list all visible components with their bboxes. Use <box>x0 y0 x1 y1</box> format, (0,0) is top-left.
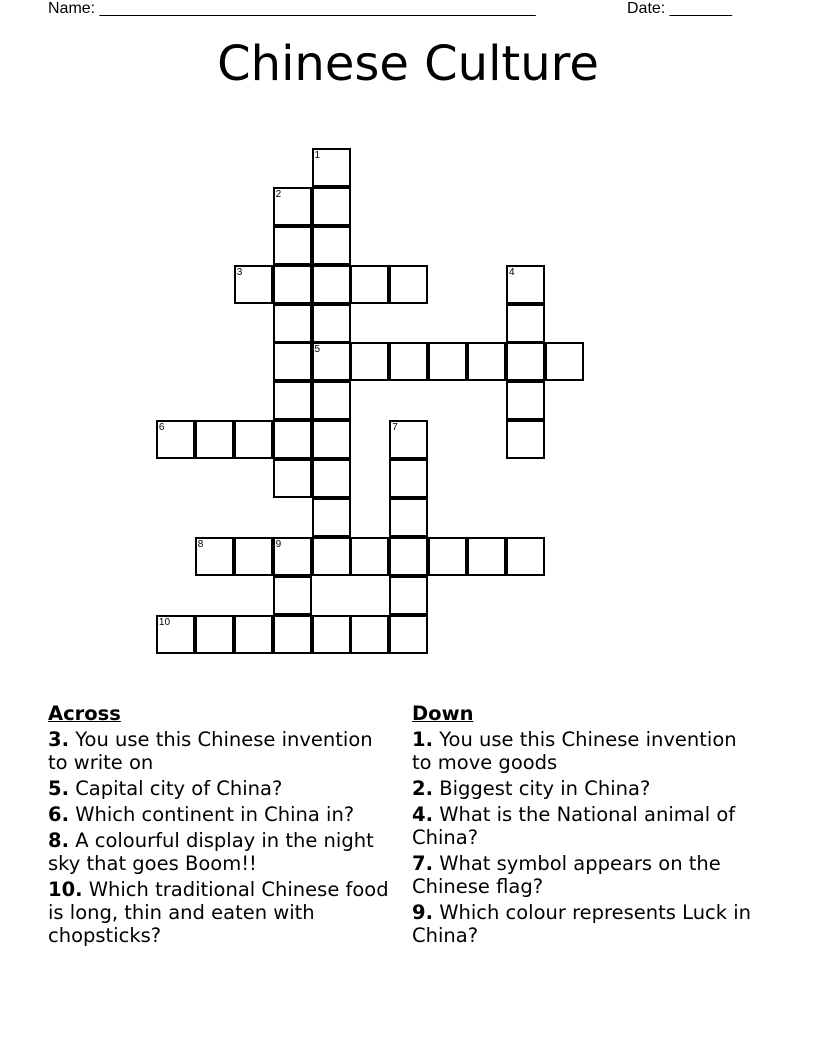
crossword-cell[interactable] <box>506 304 545 343</box>
crossword-cell[interactable] <box>389 615 428 654</box>
crossword-cell[interactable] <box>428 342 467 381</box>
crossword-cell[interactable] <box>506 537 545 576</box>
clue-text: What is the National animal of China? <box>412 803 736 849</box>
crossword-cell[interactable] <box>312 265 351 304</box>
crossword-cell[interactable] <box>312 381 351 420</box>
crossword-cell[interactable] <box>312 498 351 537</box>
cell-number: 2 <box>275 188 282 200</box>
cell-number: 3 <box>236 266 243 278</box>
crossword-cell[interactable] <box>467 342 506 381</box>
cell-number: 10 <box>158 616 171 628</box>
crossword-cell[interactable] <box>195 420 234 459</box>
clue-number: 2. <box>412 777 433 800</box>
crossword-cell[interactable] <box>506 265 545 304</box>
across-clue <box>48 777 398 800</box>
crossword-cell[interactable] <box>234 420 273 459</box>
crossword-cell[interactable] <box>273 615 312 654</box>
across-clue <box>48 803 398 826</box>
crossword-cell[interactable] <box>273 265 312 304</box>
crossword-cell[interactable] <box>273 420 312 459</box>
crossword-cell[interactable] <box>312 304 351 343</box>
crossword-cell[interactable] <box>389 537 428 576</box>
crossword-cell[interactable] <box>350 615 389 654</box>
down-clue <box>412 852 762 898</box>
crossword-cell[interactable] <box>156 615 195 654</box>
page-title: Chinese Culture <box>217 36 599 92</box>
crossword-cell[interactable] <box>312 615 351 654</box>
crossword-cell[interactable] <box>545 342 584 381</box>
clue-number: 7. <box>412 852 433 875</box>
cell-number: 9 <box>275 538 282 550</box>
clue-text: Which continent in China in? <box>75 803 355 826</box>
clue-number: 6. <box>48 803 69 826</box>
crossword-cell[interactable] <box>273 304 312 343</box>
crossword-cell[interactable] <box>312 226 351 265</box>
crossword-cell[interactable] <box>312 420 351 459</box>
crossword-cell[interactable] <box>350 265 389 304</box>
crossword-cell[interactable] <box>428 537 467 576</box>
cell-number: 7 <box>392 422 398 434</box>
clue-number: 10. <box>48 878 83 901</box>
crossword-cell[interactable] <box>273 226 312 265</box>
clue-text: Which traditional Chinese food is long, thin and eaten with chopsticks? <box>48 878 389 947</box>
crossword-cell[interactable] <box>234 615 273 654</box>
clue-text: What symbol appears on the Chinese flag? <box>412 852 721 898</box>
crossword-cell[interactable] <box>273 459 312 498</box>
crossword-cell[interactable] <box>506 342 545 381</box>
across-clue <box>48 878 398 947</box>
clue-text: A colourful display in the night sky that goes Boom!! <box>48 829 374 875</box>
cell-number: 4 <box>509 266 515 278</box>
crossword-cell[interactable] <box>389 420 428 459</box>
crossword-cell[interactable] <box>312 537 351 576</box>
crossword-cell[interactable] <box>312 187 351 226</box>
crossword-cell[interactable] <box>389 459 428 498</box>
clue-text: You use this Chinese invention to write on <box>48 728 373 774</box>
across-clues <box>48 702 398 950</box>
crossword-cell[interactable] <box>350 537 389 576</box>
crossword-cell[interactable] <box>350 342 389 381</box>
cell-number: 6 <box>158 422 165 434</box>
crossword-cell[interactable] <box>273 576 312 615</box>
down-clue <box>412 728 762 774</box>
down-clue <box>412 777 762 800</box>
crossword-cell[interactable] <box>467 537 506 576</box>
crossword-cell[interactable] <box>195 537 234 576</box>
crossword-cell[interactable] <box>506 420 545 459</box>
across-clue <box>48 728 398 774</box>
across-heading: Across <box>48 702 121 725</box>
crossword-cell[interactable] <box>389 265 428 304</box>
date-field-label: Date: _______ <box>627 0 732 17</box>
cell-number: 5 <box>314 344 321 356</box>
crossword-cell[interactable] <box>312 342 351 381</box>
crossword-cell[interactable] <box>156 420 195 459</box>
crossword-cell[interactable] <box>273 342 312 381</box>
crossword-cell[interactable] <box>234 537 273 576</box>
clue-number: 8. <box>48 829 69 852</box>
crossword-cell[interactable] <box>389 576 428 615</box>
name-field-label: Name: _________________________________________________ <box>48 0 536 17</box>
crossword-cell[interactable] <box>273 537 312 576</box>
cell-number: 1 <box>314 149 321 161</box>
down-clues <box>412 702 762 950</box>
clue-text: Which colour represents Luck in China? <box>412 901 752 947</box>
crossword-cell[interactable] <box>389 498 428 537</box>
crossword-cell[interactable] <box>506 381 545 420</box>
clue-number: 5. <box>48 777 69 800</box>
clue-text: Capital city of China? <box>75 777 283 800</box>
clue-number: 9. <box>412 901 433 924</box>
crossword-cell[interactable] <box>273 187 312 226</box>
crossword-cell[interactable] <box>273 381 312 420</box>
clue-number: 4. <box>412 803 433 826</box>
across-clue <box>48 829 398 875</box>
down-clue <box>412 901 762 947</box>
crossword-cell[interactable] <box>389 342 428 381</box>
down-heading: Down <box>412 702 474 725</box>
clue-text: You use this Chinese invention to move goods <box>412 728 737 774</box>
clue-number: 3. <box>48 728 69 751</box>
down-clue <box>412 803 762 849</box>
crossword-cell[interactable] <box>195 615 234 654</box>
crossword-cell[interactable] <box>234 265 273 304</box>
clue-number: 1. <box>412 728 433 751</box>
crossword-cell[interactable] <box>312 459 351 498</box>
cell-number: 8 <box>197 538 204 550</box>
crossword-cell[interactable] <box>312 148 351 187</box>
clue-text: Biggest city in China? <box>439 777 651 800</box>
